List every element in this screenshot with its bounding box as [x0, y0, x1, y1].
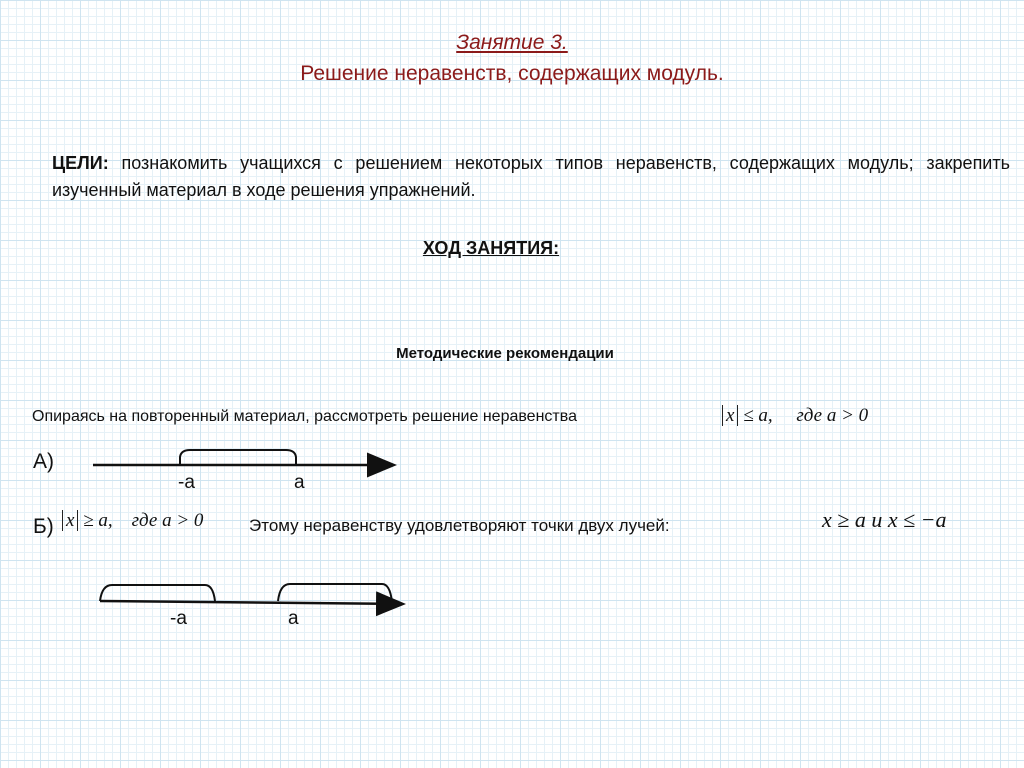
- point-a-b: a: [288, 608, 299, 629]
- point-minus-a: -a: [178, 472, 195, 493]
- formula-relation: ≥ a,: [83, 510, 113, 531]
- interval-bracket-a: [180, 450, 296, 465]
- formula-abs-ge: [62, 510, 203, 532]
- formula-relation: ≤ a,: [743, 405, 773, 426]
- formula-var: x: [726, 405, 735, 426]
- axis-line-b: [100, 601, 401, 604]
- point-minus-a-b: -a: [170, 608, 187, 629]
- goals-label: ЦЕЛИ:: [52, 153, 109, 173]
- method-heading: Методические рекомендации: [396, 345, 614, 362]
- goals-text: познакомить учащихся с решением некоторых типов неравенств, содержащих модуль; закрепить изученный материал в ходе решения упражнений.: [52, 153, 1010, 200]
- formula-condition: где a > 0: [796, 405, 869, 426]
- point-a: a: [294, 472, 305, 493]
- rays-explanation: Этому неравенству удовлетворяют точки двух лучей:: [249, 516, 670, 535]
- answer-formula: [822, 507, 947, 533]
- ray-bracket-right: [278, 584, 392, 602]
- case-a-label: А): [33, 450, 54, 473]
- formula-var: x: [66, 510, 75, 531]
- lesson-title: Занятие 3.: [456, 31, 568, 54]
- ray-bracket-left: [100, 585, 215, 601]
- formula-condition: где a > 0: [131, 510, 204, 531]
- task-text: Опираясь на повторенный материал, рассмотреть решение неравенства: [32, 408, 577, 425]
- answer-text: x ≥ a и x ≤ −a: [822, 507, 947, 532]
- lesson-topic: Решение неравенств, содержащих модуль.: [300, 62, 724, 85]
- case-b-label: Б): [33, 515, 54, 538]
- course-heading: ХОД ЗАНЯТИЯ:: [422, 238, 560, 258]
- abs-bars: [62, 510, 78, 531]
